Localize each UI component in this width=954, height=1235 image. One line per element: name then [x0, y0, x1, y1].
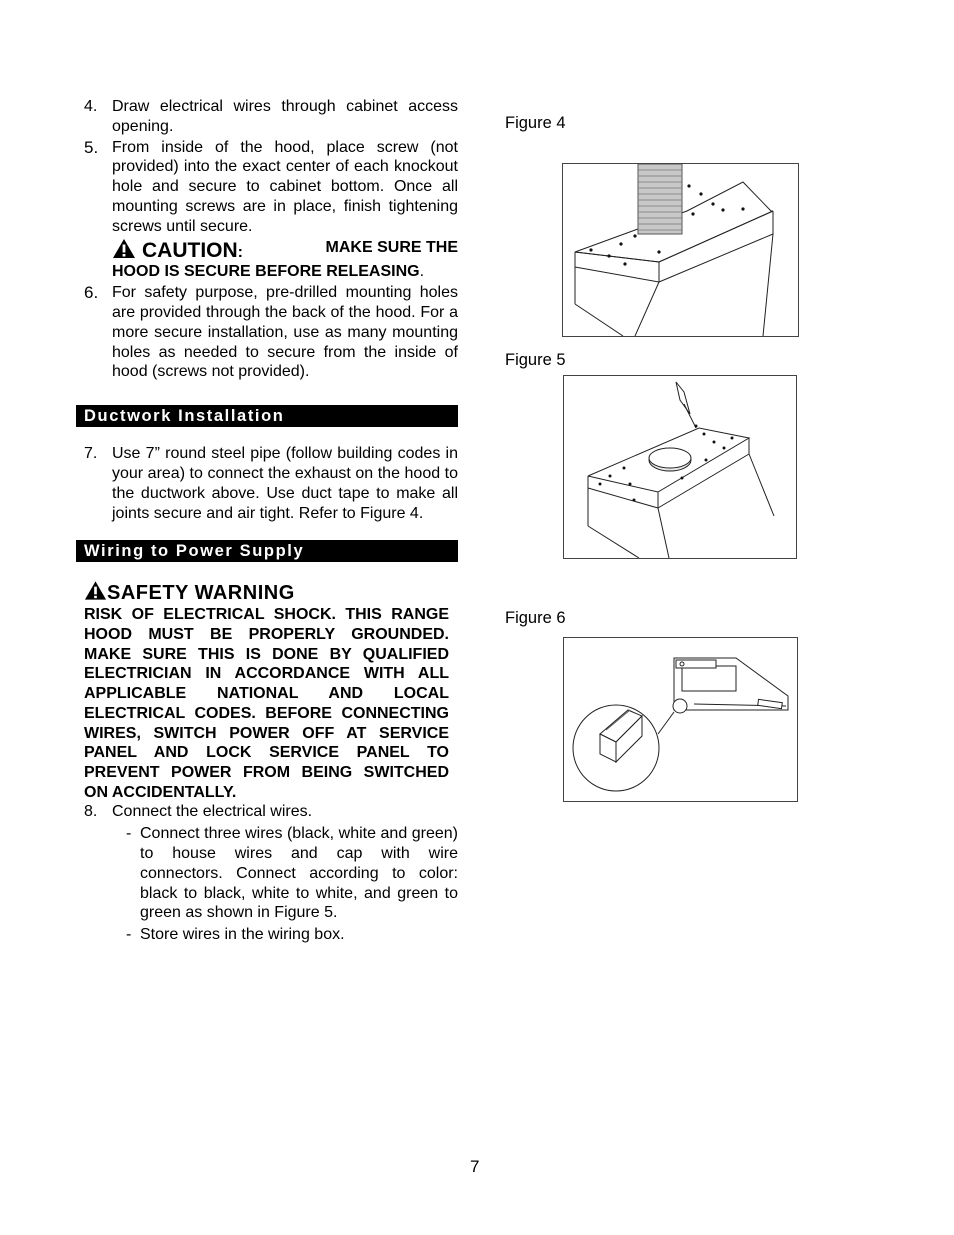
sub-step-text: Store wires in the wiring box.: [140, 926, 345, 944]
step-text: Draw electrical wires through cabinet access opening.: [112, 98, 458, 135]
step-number: 7.: [84, 445, 98, 463]
figure-4-label: Figure 4: [505, 114, 566, 132]
page-number: 7: [470, 1157, 480, 1176]
caution-notice: CAUTION: MAKE SURE THE: [112, 238, 458, 263]
step-text: For safety purpose, pre-drilled mounting holes are provided through the back of the hood. For a more secure installation, use as many mounting holes as needed to secure from the inside of hood (screws not provided).: [112, 284, 458, 381]
warning-triangle-icon: [84, 580, 107, 601]
section-header-ductwork: Ductwork Installation: [76, 405, 458, 427]
section-header-wiring: Wiring to Power Supply: [76, 540, 458, 562]
figure-5-image: [563, 375, 797, 559]
figure-5-label: Figure 5: [505, 351, 566, 369]
step-5: [76, 138, 458, 283]
caution-text-line1: MAKE SURE THE: [325, 238, 458, 256]
step-text: Connect the electrical wires.: [112, 803, 313, 821]
step-6: [76, 283, 458, 382]
sub-step-text: Connect three wires (black, white and green) to house wires and cap with wire connectors. Connect according to color: black to black, white to white, and green to green as shown in Figure 5.: [140, 825, 458, 922]
range-hood-duct-illustration: [563, 164, 798, 336]
step-number: 4.: [84, 98, 98, 115]
caution-text-line2: HOOD IS SECURE BEFORE RELEASING.: [112, 263, 425, 281]
range-hood-top-illustration: [564, 376, 796, 558]
step-number: 8.: [84, 803, 98, 821]
figure-6-image: [563, 637, 798, 802]
figure-4-image: [562, 163, 799, 337]
caution-label: CAUTION: [142, 238, 238, 262]
warning-triangle-icon: [112, 238, 136, 259]
figure-6-label: Figure 6: [505, 609, 566, 627]
step-text: From inside of the hood, place screw (not provided) into the exact center of each knockout hole and secure to cabinet bottom. Once all mounting screws are in place, finish tightening screws until secure.: [112, 138, 458, 235]
step-8: [76, 802, 458, 822]
sub-step-store-wires: - Store wires in the wiring box.: [76, 925, 458, 945]
safety-warning-title: SAFETY WARNING: [84, 580, 458, 605]
step-4: [76, 97, 458, 137]
step-number: 6.: [84, 283, 99, 303]
sub-step-connect-wires: - Connect three wires (black, white and green) to house wires and cap with wire connectors. Connect according to color: black to black, white to white, and green to green as shown in Figure 5.: [126, 825, 458, 922]
left-column: [76, 97, 458, 945]
safety-warning: [76, 580, 458, 802]
wiring-box-detail-illustration: [564, 638, 797, 801]
step-7: [76, 444, 458, 523]
safety-warning-body: RISK OF ELECTRICAL SHOCK. THIS RANGE HOOD MUST BE PROPERLY GROUNDED. MAKE SURE THIS IS DONE BY QUALIFIED ELECTRICIAN IN ACCORDANCE WITH ALL APPLICABLE NATIONAL AND LOCAL ELECTRICAL CODES. BEFORE CONNECTING WIRES, SWITCH POWER OFF AT SERVICE PANEL AND LOCK SERVICE PANEL TO PREVENT POWER FROM BEING SWITCHED ON ACCIDENTALLY.: [84, 606, 449, 801]
step-text: Use 7” round steel pipe (follow building codes in your area) to connect the exhaust on the hood to the ductwork above. Use duct tape to make all joints secure and air tight. Refer to Figure 4.: [112, 445, 458, 522]
step-number: 5.: [84, 137, 99, 157]
